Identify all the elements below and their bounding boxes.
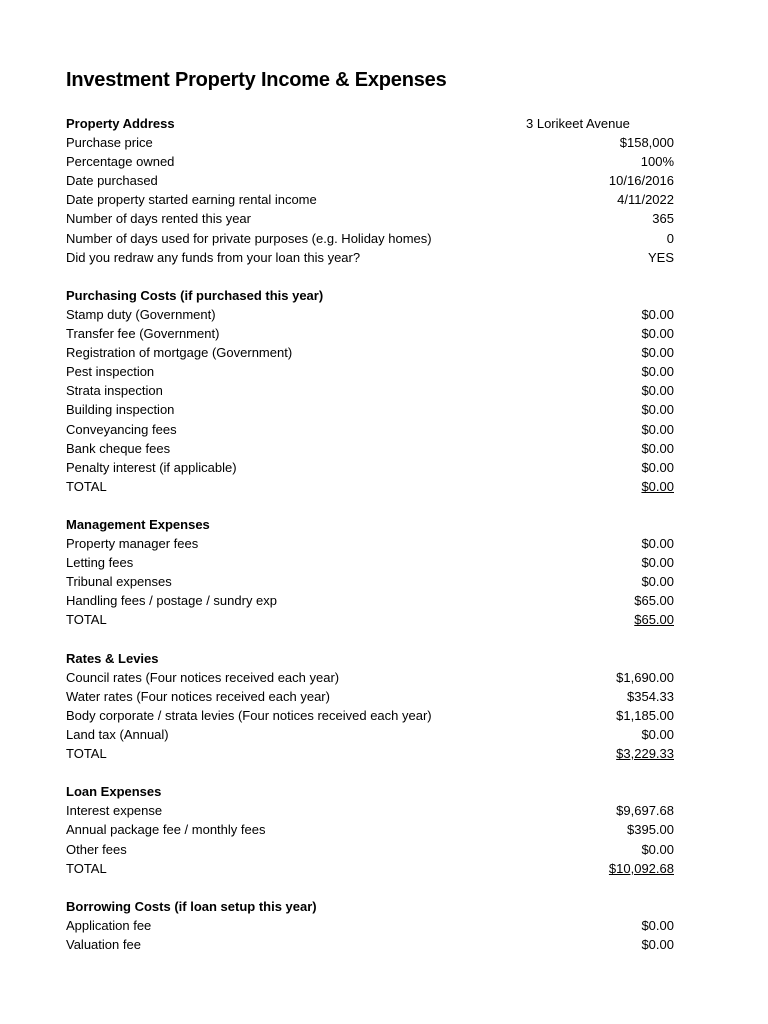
row-value: $0.00 [641, 536, 674, 552]
row-value: $0.00 [641, 555, 674, 571]
row-label: Water rates (Four notices received each year) [66, 688, 330, 704]
section-heading [66, 649, 674, 668]
row-label: Purchase price [66, 135, 153, 151]
line-item-row [66, 381, 674, 400]
document-page [66, 66, 674, 954]
row-value: $0.00 [641, 917, 674, 933]
line-item-row [66, 534, 674, 553]
row-value: 365 [652, 211, 674, 227]
section-heading-label: Borrowing Costs (if loan setup this year) [66, 898, 317, 914]
total-row [66, 610, 674, 629]
line-item-row [66, 725, 674, 744]
row-value: $9,697.68 [616, 803, 674, 819]
total-label: TOTAL [66, 478, 107, 494]
section-heading [66, 782, 674, 801]
row-value: $0.00 [641, 306, 674, 322]
total-label: TOTAL [66, 860, 107, 876]
row-label: Interest expense [66, 803, 163, 819]
row-value: $1,690.00 [616, 669, 674, 685]
row-label: Percentage owned [66, 154, 175, 170]
line-item-row [66, 305, 674, 324]
row-label: Date property started earning rental income [66, 192, 317, 208]
row-label: Land tax (Annual) [66, 727, 169, 742]
row-label: Bank cheque fees [66, 440, 171, 456]
row-value: $0.00 [641, 383, 674, 399]
row-value: $1,185.00 [616, 707, 674, 723]
total-label: TOTAL [66, 746, 107, 762]
section-spacer [66, 267, 674, 286]
row-label: Letting fees [66, 555, 134, 571]
row-value: YES [647, 249, 674, 265]
row-label: Conveyancing fees [66, 421, 177, 437]
row-label: Registration of mortgage (Government) [66, 345, 293, 361]
row-label: Pest inspection [66, 364, 155, 380]
page-title: Investment Property Income & Expenses [66, 69, 447, 91]
section-heading [66, 286, 674, 305]
row-value: $395.00 [627, 822, 674, 838]
row-label: Tribunal expenses [66, 574, 172, 590]
row-value: $0.00 [641, 402, 674, 418]
total-row [66, 744, 674, 763]
line-item-row [66, 343, 674, 362]
row-label: Number of days rented this year [66, 211, 251, 227]
row-label: Penalty interest (if applicable) [66, 459, 237, 475]
section-heading-label: Management Expenses [66, 516, 210, 532]
section-heading [66, 897, 674, 916]
line-item-row [66, 820, 674, 839]
date-purchased-row [66, 171, 674, 190]
row-label: Handling fees / postage / sundry exp [66, 593, 278, 609]
row-label: Date purchased [66, 173, 158, 189]
row-label: Transfer fee (Government) [66, 326, 220, 342]
property-address-row [66, 114, 674, 133]
line-item-row [66, 801, 674, 820]
property-address-label: Property Address [66, 116, 175, 131]
section-heading-label: Loan Expenses [66, 784, 162, 800]
row-value: $354.33 [627, 688, 674, 704]
line-item-row [66, 591, 674, 610]
row-value: $0.00 [641, 345, 674, 361]
section-heading [66, 515, 674, 534]
line-item-row [66, 553, 674, 572]
row-value: $0.00 [641, 841, 674, 857]
row-value: $0.00 [641, 459, 674, 475]
row-label: Valuation fee [66, 937, 141, 953]
percentage-owned-row [66, 152, 674, 171]
total-row [66, 477, 674, 496]
private-days-row [66, 229, 674, 248]
total-value: $0.00 [641, 478, 674, 494]
total-row [66, 859, 674, 878]
line-item-row [66, 439, 674, 458]
total-label: TOTAL [66, 612, 107, 628]
line-item-row [66, 572, 674, 591]
row-label: Other fees [66, 841, 127, 857]
row-label: Building inspection [66, 402, 175, 418]
row-value: 10/16/2016 [608, 173, 674, 189]
management-expenses-section [66, 515, 674, 630]
section-spacer [66, 878, 674, 897]
row-value: $0.00 [641, 326, 674, 342]
line-item-row [66, 935, 674, 954]
row-value: $0.00 [641, 937, 674, 953]
line-item-row [66, 362, 674, 381]
row-value: 4/11/2022 [617, 192, 674, 208]
section-spacer [66, 763, 674, 782]
row-label: Did you redraw any funds from your loan this year? [66, 249, 361, 265]
row-value: $0.00 [641, 421, 674, 437]
row-value: $0.00 [641, 364, 674, 380]
row-value: $0.00 [641, 727, 674, 742]
row-value: $0.00 [641, 440, 674, 456]
row-label: Property manager fees [66, 536, 199, 552]
redraw-funds-row [66, 248, 674, 267]
line-item-row [66, 400, 674, 419]
row-label: Stamp duty (Government) [66, 306, 216, 322]
row-value: $158,000 [619, 135, 674, 151]
total-value: $10,092.68 [608, 860, 674, 876]
row-label: Annual package fee / monthly fees [66, 822, 266, 838]
section-spacer [66, 496, 674, 515]
section-spacer [66, 630, 674, 649]
row-label: Council rates (Four notices received each year) [66, 669, 340, 685]
line-item-row [66, 706, 674, 725]
total-value: $3,229.33 [616, 746, 674, 762]
line-item-row [66, 324, 674, 343]
property-address-value: 3 Lorikeet Avenue [526, 116, 630, 131]
row-value: 0 [666, 230, 674, 246]
section-heading-label: Rates & Levies [66, 650, 159, 666]
line-item-row [66, 668, 674, 687]
line-item-row [66, 458, 674, 477]
row-value: 100% [640, 154, 674, 170]
property-section [66, 114, 674, 267]
loan-expenses-section [66, 782, 674, 877]
line-item-row [66, 916, 674, 935]
section-heading-label: Purchasing Costs (if purchased this year) [66, 287, 324, 303]
total-value: $65.00 [634, 612, 674, 628]
line-item-row [66, 840, 674, 859]
line-item-row [66, 687, 674, 706]
row-value: $0.00 [641, 574, 674, 590]
row-label: Application fee [66, 917, 152, 933]
row-label: Body corporate / strata levies (Four notices received each year) [66, 707, 432, 723]
line-item-row [66, 420, 674, 439]
rates-levies-section [66, 649, 674, 764]
purchasing-costs-section [66, 286, 674, 496]
rental-start-date-row [66, 190, 674, 209]
borrowing-costs-section [66, 897, 674, 954]
row-label: Strata inspection [66, 383, 163, 399]
row-label: Number of days used for private purposes (e.g. Holiday homes) [66, 230, 432, 246]
purchase-price-row [66, 133, 674, 152]
days-rented-row [66, 209, 674, 228]
row-value: $65.00 [634, 593, 674, 609]
